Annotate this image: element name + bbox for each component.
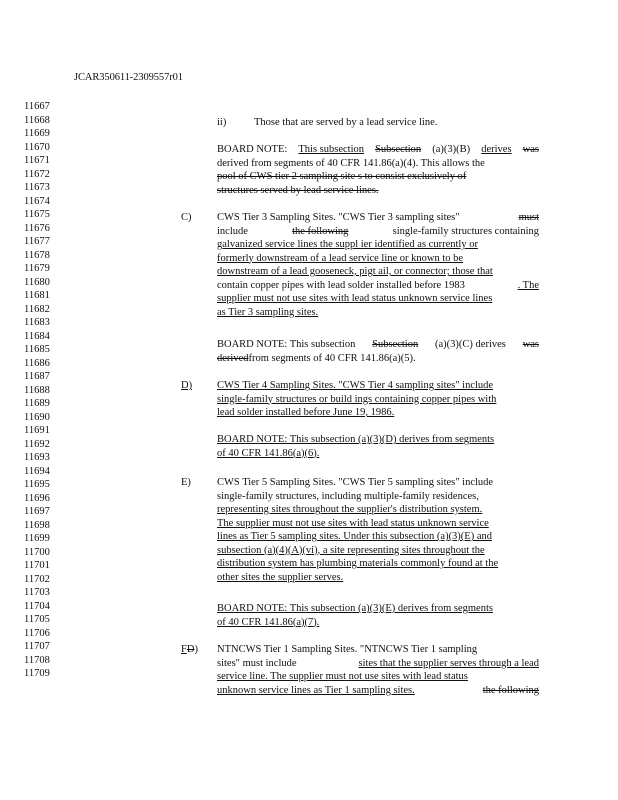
text-line: galvanized service lines the suppl ier identified as currently or [217,239,478,250]
line-number: 11692 [24,438,50,450]
line-number: 11671 [24,155,50,166]
text-line: BOARD NOTE: This subsection Subsection (a)(3)(B) derives was [217,144,539,155]
text-line: of 40 CFR 141.86(a)(6). [217,447,320,459]
line-number: 11697 [24,506,50,517]
document-id: JCAR350611-2309557r01 [74,72,183,83]
line-number: 11688 [24,384,50,396]
text-line: CWS Tier 3 Sampling Sites. "CWS Tier 3 sampling sites" must [217,212,539,223]
item-label-c: C) [181,212,192,223]
line-number: 11703 [24,587,50,598]
line-number: 11687 [24,371,50,382]
board-note-d [217,433,539,460]
line-number: 11672 [24,168,50,180]
line-number: 11684 [24,330,50,342]
line-number: 11685 [24,344,50,355]
item-c-text [217,211,539,319]
item-label-ii: ii) [217,117,227,128]
text-line: CWS Tier 5 Sampling Sites. "CWS Tier 5 sampling sites" include [217,477,494,488]
text-line: formerly downstream of a lead service line or known to be [217,252,464,264]
line-number: 11679 [24,263,50,274]
line-number: 11695 [24,479,50,490]
board-note-e [217,602,539,629]
text-line: NTNCWS Tier 1 Sampling Sites. "NTNCWS Tier 1 sampling [217,644,478,655]
line-number: 11702 [24,573,50,585]
text-line: structures served by lead service lines. [217,184,379,196]
text-line: of 40 CFR 141.86(a)(7). [217,616,320,628]
line-number: 11673 [24,182,50,193]
text-line: service line. The supplier must not use sites with lead status [217,671,468,682]
text-line: lines as Tier 5 sampling sites. Under this subsection (a)(3)(E) and [217,531,492,542]
line-number: 11680 [24,276,50,288]
line-number: 11676 [24,222,50,234]
line-number: 11699 [24,533,50,544]
text-line: contain copper pipes with lead solder installed before 1983 . The [217,279,539,291]
text-line: other sites the supplier serves. [217,571,344,583]
line-number: 11668 [24,114,50,126]
line-number: 11690 [24,411,50,423]
text-line: single-family structures or build ings containing copper pipes with [217,393,497,405]
text-line: derived from segments of 40 CFR 141.86(a)(4). This allows the [217,157,485,169]
line-number: 11678 [24,249,50,261]
text-line: BOARD NOTE: This subsection (a)(3)(E) derives from segments [217,603,493,614]
text-line: single-family structures, including multiple-family residences, [217,490,479,502]
text-line: subsection (a)(4)(A)(vi), a site representing sites throughout the [217,544,485,556]
item-f-text [217,643,539,697]
text-line: unknown service lines as Tier 1 sampling sites. the following [217,684,539,696]
text-line: pool of CWS tier 2 sampling site s to consist exclusively of [217,171,467,182]
line-number: 11682 [24,303,50,315]
text-line: derived from segments of 40 CFR 141.86(a)(5). [217,352,416,364]
line-number: 11674 [24,195,50,207]
line-number: 11670 [24,141,50,153]
line-number: 11691 [24,425,50,436]
line-number: 11709 [24,668,50,679]
line-number: 11681 [24,290,50,301]
text-line: CWS Tier 4 Sampling Sites. "CWS Tier 4 sampling sites" include [217,380,494,391]
line-number: 11683 [24,317,50,328]
text-line: BOARD NOTE: This subsection Subsection (a)(3)(C) derives was [217,339,539,350]
line-number: 11694 [24,465,50,477]
item-label-f: FD) [181,644,198,655]
line-number: 11698 [24,519,50,531]
line-number: 11689 [24,398,50,409]
item-d-text [217,379,539,420]
line-number: 11667 [24,101,50,112]
item-label-d: D) [181,380,193,391]
line-number: 11706 [24,627,50,639]
line-number: 11693 [24,452,50,463]
line-number: 11700 [24,546,50,558]
line-number: 11669 [24,128,50,139]
item-e-text [217,476,539,584]
board-note-c [217,338,539,365]
text-line: representing sites throughout the supplier's distribution system. [217,504,483,515]
item-ii-text: Those that are served by a lead service line. [254,117,438,128]
text-line: lead solder installed before June 19, 1986. [217,407,395,418]
line-number: 11675 [24,209,50,220]
text-line: BOARD NOTE: This subsection (a)(3)(D) derives from segments [217,434,495,445]
text-line: downstream of a lead gooseneck, pigt ail, or connector; those that [217,266,493,277]
text-line: supplier must not use sites with lead status unknown service lines [217,293,493,304]
text-line: distribution system has plumbing materials commonly found at the [217,558,499,569]
line-number: 11686 [24,357,50,369]
text-line: sites" must include sites that the supplier serves through a lead [217,657,539,669]
line-number: 11696 [24,492,50,504]
line-number: 11708 [24,654,50,666]
text-line: The supplier must not use sites with lead status unknown service [217,517,489,529]
board-note-b [217,143,539,197]
line-number: 11701 [24,560,50,571]
line-number-column [24,100,50,681]
text-line: as Tier 3 sampling sites. [217,306,319,318]
line-number: 11677 [24,236,50,247]
text-line: include the following single-family structures containing [217,225,539,237]
item-label-e: E) [181,477,191,488]
line-number: 11704 [24,600,50,612]
line-number: 11705 [24,614,50,625]
line-number: 11707 [24,641,50,652]
